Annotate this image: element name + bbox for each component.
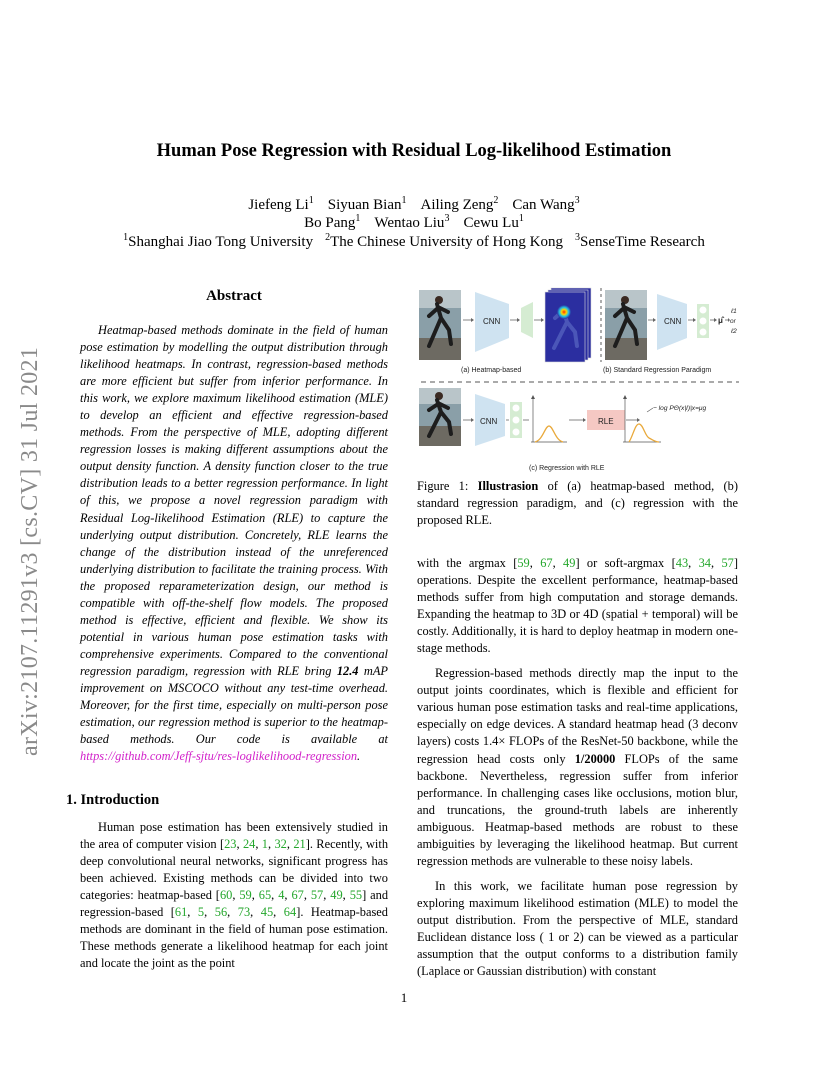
r-citations-2: 43, 34, 57 [675, 556, 734, 570]
loss-l1: ℓ1 [731, 308, 737, 315]
distribution-plot-2 [623, 395, 661, 442]
author-text: Jiefeng Li [248, 197, 309, 213]
citation-link[interactable]: 45 [260, 905, 274, 920]
author-text: Cewu Lu [463, 215, 519, 231]
r-text-3: ] operations. Despite the excellent performance, heatmap-based methods suffer from high computation and storage demands. Expanding the heatmap to 3D or 4D (spatial + temporal) will be costly. Additionally, it is hard to deploy heatmap in modern one-stage methods. [417, 556, 738, 656]
distribution-plot-1 [531, 395, 567, 442]
author-text: Siyuan Bian [327, 197, 402, 213]
citation-link[interactable]: 55 [349, 888, 363, 903]
rle-label: RLE [598, 417, 614, 426]
intro-citations-2: 60, 59, 65, 4, 67, 57, 49, 55 [219, 888, 363, 903]
affiliation-mark: 1 [123, 232, 129, 243]
paragraph-2 [417, 665, 738, 870]
intro-text-2: ]. Recently, with deep convolutional neural networks, significant progress has been achieved. Existing methods can be divided into two categories: heatmap-based [ [80, 837, 389, 903]
paragraph-1 [417, 555, 738, 657]
cnn-label-a: CNN [483, 317, 501, 326]
cnn-label-c: CNN [480, 417, 498, 426]
citation-link[interactable]: 5 [197, 905, 205, 920]
citation-link[interactable]: 1 [261, 837, 268, 852]
affiliation-name: SenseTime Research [579, 234, 705, 250]
citation-link[interactable]: 56 [214, 905, 228, 920]
author-affiliation-mark: 3 [444, 213, 450, 224]
citation-link[interactable]: 32 [274, 837, 287, 852]
citation-link[interactable]: 59 [517, 556, 530, 570]
citation-link[interactable]: 4 [278, 888, 285, 903]
photo-c [419, 388, 461, 446]
affiliation-name: The Chinese University of Hong Kong [330, 234, 563, 250]
r-text-4: Regression-based methods directly map the input to the output joints coordinates, which is flexible and efficient for various human pose estimation tasks and real-time applications, especially on edge devices. A standard heatmap head (3 deconv layers) costs 1.4× FLOPs of the ResNet-50 backbone, while the regression head costs only [417, 666, 738, 766]
citation-link[interactable]: 64 [283, 905, 297, 920]
code-link[interactable]: https://github.com/Jeff-sjtu/res-loglikelihood-regression [80, 749, 358, 764]
affiliation-mark: 3 [574, 232, 580, 243]
feature-block-a [521, 302, 533, 338]
flops-bold: 1/20000 [574, 751, 616, 766]
citation-link[interactable]: 57 [310, 888, 324, 903]
abstract-heading: Abstract [206, 288, 262, 304]
citation-link[interactable]: 24 [242, 837, 256, 852]
author-affiliation-mark: 2 [493, 195, 499, 206]
loss-l2: ℓ2 [731, 328, 737, 335]
intro-body [80, 819, 388, 972]
citation-link[interactable]: 67 [291, 888, 304, 903]
page-number: 1 [400, 990, 408, 1005]
citation-link[interactable]: 34 [698, 556, 711, 570]
affiliation-item [325, 234, 563, 250]
label-a: (a) Heatmap-based [461, 367, 522, 374]
authors-line-1 [0, 195, 828, 214]
abstract-end: . [357, 749, 361, 764]
abstract-bold-value: 12.4 [336, 663, 359, 678]
figure-1 [417, 286, 743, 476]
label-b: (b) Standard Regression Paradigm [603, 367, 712, 374]
arxiv-identifier: arXiv:2107.11291v3 [cs.CV] 31 Jul 2021 [17, 346, 43, 756]
author-affiliation-mark: 3 [574, 195, 580, 206]
authors-line-2 [0, 213, 828, 232]
paper-title: Human Pose Regression with Residual Log-likelihood Estimation [156, 141, 672, 161]
affiliation-item [123, 234, 313, 250]
citation-link[interactable]: 59 [239, 888, 252, 903]
author-name [328, 197, 407, 213]
r-text-1: with the argmax [ [417, 556, 518, 570]
intro-citations-3: 61, 5, 56, 73, 45, 64 [174, 905, 297, 920]
intro-citations-1: 23, 24, 1, 32, 21 [224, 837, 306, 852]
abstract-body [80, 322, 388, 765]
figure-caption [417, 478, 738, 529]
citation-link[interactable]: 57 [721, 556, 734, 570]
paragraph-3: In this work, we facilitate human pose regression by exploring maximum likelihood estimation (MLE) to model the output distribution. From the perspective of MLE, standard Euclidean distance loss ( 1 or 2) can be viewed as a particular assumption that the output conforms to a distribution family (Laplace or Gaussian distribution) with constant [417, 878, 738, 979]
author-text: Bo Pang [304, 215, 356, 231]
abstract-text-2: mAP improvement on MSCOCO without any test-time overhead. Moreover, for the first time, especially on multi-person pose estimation, our regression method is superior to the heatmap-based methods. Our code is available at [80, 663, 389, 747]
intro-heading: 1. Introduction [66, 792, 160, 808]
photo-b [605, 290, 647, 360]
citation-link[interactable]: 65 [258, 888, 272, 903]
affiliation-name: Shanghai Jiao Tong University [128, 234, 314, 250]
citation-link[interactable]: 23 [224, 837, 237, 852]
author-name [463, 215, 523, 231]
author-affiliation-mark: 1 [308, 195, 314, 206]
photo-a [419, 290, 461, 360]
citation-link[interactable]: 73 [237, 905, 251, 920]
author-name [512, 197, 579, 213]
citation-link[interactable]: 49 [330, 888, 343, 903]
author-text: Ailing Zeng [420, 197, 494, 213]
author-text: Can Wang [512, 197, 575, 213]
author-name [374, 215, 449, 231]
affiliation-item [575, 234, 705, 250]
citation-link[interactable]: 21 [293, 837, 306, 852]
author-text: Wentao Liu [374, 215, 445, 231]
author-affiliation-mark: 1 [518, 213, 524, 224]
abstract-text: Heatmap-based methods dominate in the field of human pose estimation by modelling the output distribution through likelihood heatmaps. In contrast, regression-based methods are more efficient but suffer from inferior performance. In this work, we explore maximum likelihood estimation (MLE) to develop an efficient and effective regression-based methods. From the perspective of MLE, adopting different regression losses is making different assumptions about the output density function. A density function closer to the true distribution leads to a better regression performance. In light of this, we propose a novel regression paradigm with Residual Log-likelihood Estimation (RLE) to capture the underlying output distribution. Concretely, RLE learns the change of the distribution instead of the unreferenced underlying distribution to facilitate the training process. With the proposed reparameterization design, our method is compatible with off-the-shelf flow models. The proposed method is effective, efficient and flexible. We show its potential in various human pose estimation tasks with comprehensive experiments. Compared to the conventional regression paradigm, regression with RLE bring [80, 323, 388, 678]
cnn-label-b: CNN [664, 317, 682, 326]
author-name [304, 215, 360, 231]
citation-link[interactable]: 60 [219, 888, 233, 903]
nll-label: − log PΘ(x|I)|x=μg [653, 405, 707, 412]
loss-or: or [730, 318, 736, 325]
author-affiliation-mark: 1 [401, 195, 407, 206]
r-citations-1: 59, 67, 49 [517, 556, 576, 570]
citation-link[interactable]: 49 [563, 556, 576, 570]
affiliation-mark: 2 [325, 232, 331, 243]
caption-prefix: Figure 1: [417, 479, 478, 493]
citation-link[interactable]: 61 [174, 905, 188, 920]
heatmap-stack [545, 288, 591, 362]
r-text-2: ] or soft-argmax [ [575, 556, 676, 570]
author-affiliation-mark: 1 [355, 213, 361, 224]
author-name [420, 197, 498, 213]
intro-text-4: ]. Heatmap-based methods are dominant in the field of human pose estimation. These methods generate a likelihood heatmap for each joint and locate the joint as the point [80, 905, 388, 971]
citation-link[interactable]: 43 [675, 556, 689, 570]
r-text-5: FLOPs of the same backbone. Nevertheless, regression suffer from inferior performance. In challenging cases like occlusions, motion blur, and truncations, the ground-truth labels are inherently ambiguous. Heatmap-based methods are robust to these ambiguities by leveraging the likelihood heatmap. But current regression methods are vulnerable to these noisy labels. [417, 751, 738, 868]
author-name [248, 197, 313, 213]
citation-link[interactable]: 67 [540, 556, 553, 570]
affiliations [0, 232, 828, 251]
label-c: (c) Regression with RLE [529, 465, 605, 472]
mu-label: μ̂ [718, 316, 723, 325]
caption-rest: of (a) heatmap-based method, (b) standard regression paradigm, and (c) regression with the proposed RLE. [417, 479, 738, 527]
intro-text-3: ] and regression-based [ [80, 888, 389, 920]
intro-text-1: Human pose estimation has been extensively studied in the area of computer vision [ [80, 820, 388, 852]
right-column-body [417, 555, 738, 988]
caption-bold: Illustrasion [477, 479, 539, 493]
